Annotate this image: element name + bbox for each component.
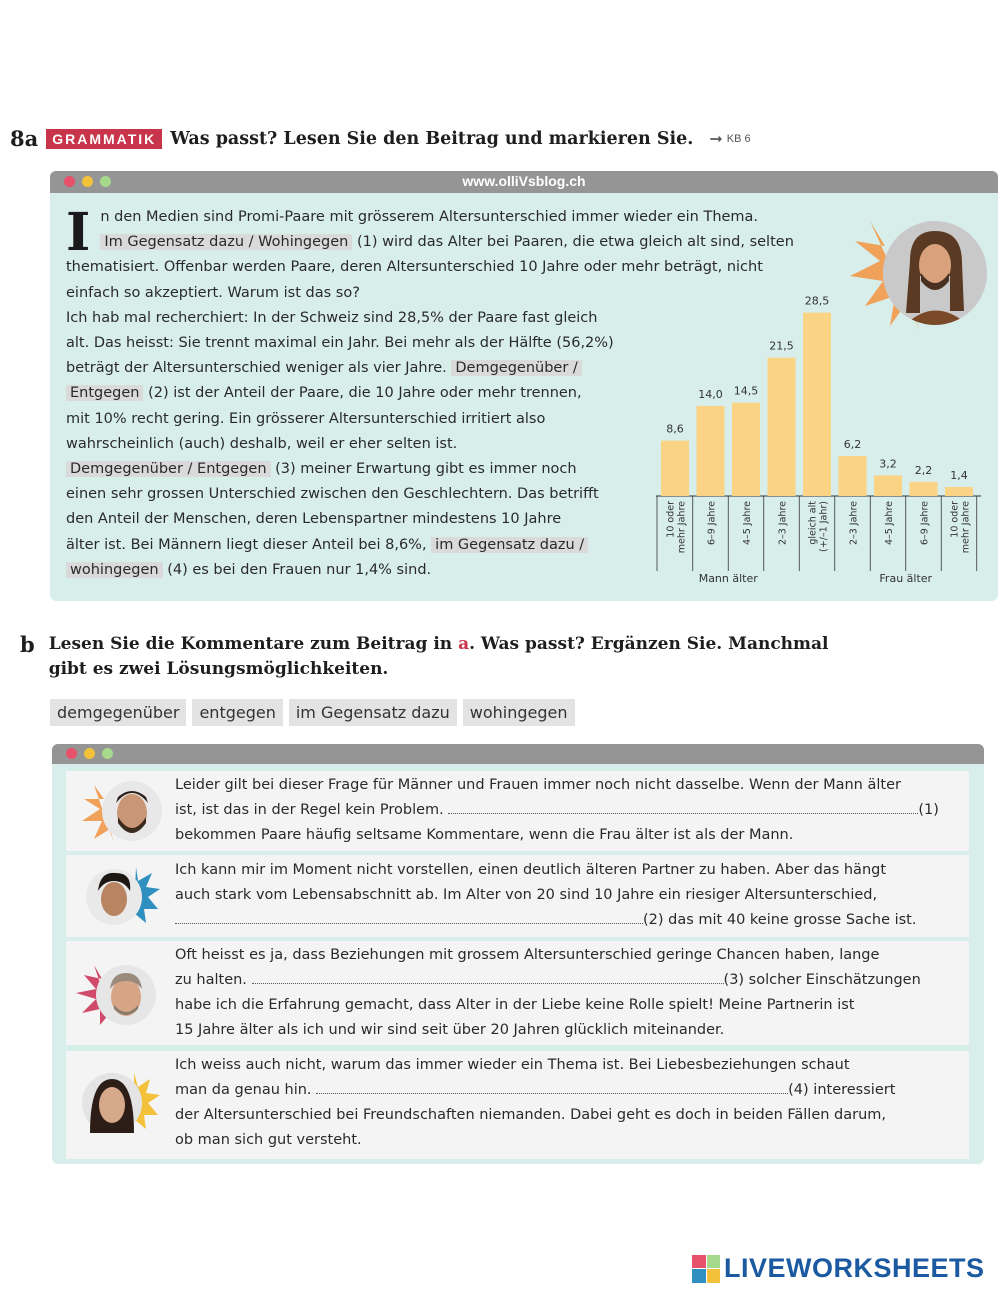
word-chip[interactable]: demgegenüber (50, 699, 186, 726)
article-line: Im Gegensatz dazu / Wohingegen (1) wird das Alter bei Paaren, die etwa gleich alt sind, selten (66, 230, 846, 255)
comment-text: Ich weiss auch nicht, warum das immer wieder ein Thema ist. Bei Liebesbeziehungen schaut man da genau hin. (4) interessiert der Altersunterschied bei Freundschaften niemanden. Dabei geht es doch in beiden Fällen darum, ob man sich gut versteht. (175, 1057, 896, 1148)
choice-4b[interactable]: wohingegen (66, 562, 163, 578)
browser-bar (52, 744, 984, 764)
tick-label: 2–3 Jahre (848, 501, 860, 546)
task-a-header (10, 126, 751, 151)
word-chip[interactable]: im Gegensatz dazu (289, 699, 457, 726)
comment-card (66, 855, 969, 937)
article-line: mit 10% recht gering. Ein grösserer Altersunterschied irritiert also (66, 410, 546, 427)
data-label: 14,5 (733, 384, 759, 398)
comments-window (52, 744, 984, 1164)
tick-label: mehr Jahre (960, 501, 972, 554)
choice-2a[interactable]: Demgegenüber / (451, 360, 581, 376)
maximize-dot-icon (102, 748, 113, 759)
task-title: Was passt? Lesen Sie den Beitrag und markieren Sie. (170, 128, 694, 149)
window-controls (66, 748, 113, 759)
tick-label: 10 oder (949, 501, 961, 538)
word-bank (50, 699, 575, 726)
tick-label: 6–9 Jahre (706, 501, 718, 546)
watermark-text: LIVEWORKSHEETS (724, 1253, 985, 1283)
article-line: wohingegen (4) es bei den Frauen nur 1,4% sind. (66, 558, 666, 583)
article-line: älter ist. Bei Männern liegt dieser Anteil bei 8,6%, im Gegensatz dazu / (66, 533, 666, 558)
task-b-header (20, 632, 849, 682)
dropcap: I (66, 202, 91, 263)
bar (839, 456, 867, 496)
bar (803, 313, 831, 496)
article-line: einen sehr grossen Unterschied zwischen den Geschlechtern. Das betrifft (66, 486, 599, 503)
avatar-older-man (74, 959, 160, 1029)
task-number: b (20, 632, 35, 657)
kb-reference-label: KB 6 (726, 132, 751, 145)
data-label: 1,4 (950, 468, 968, 482)
article-line: thematisiert. Offenbar werden Paare, deren Altersunterschied 10 Jahre oder mehr beträgt, nicht (66, 259, 763, 276)
article-line: n den Medien sind Promi-Paare mit grösserem Altersunterschied immer wieder ein Thema. (100, 209, 759, 225)
data-label: 28,5 (804, 294, 830, 308)
article-line: einfach so akzeptiert. Warum ist das so? (66, 284, 360, 301)
category-label (742, 501, 753, 545)
tick-label: 6–9 Jahre (919, 501, 931, 546)
liveworksheets-watermark (692, 1253, 985, 1284)
bar (768, 358, 796, 496)
tick-label: (+/–1 Jahr) (818, 501, 830, 552)
arrow-right-icon: ➞ (709, 130, 723, 148)
kb-reference (709, 129, 750, 149)
blank-1[interactable] (448, 800, 918, 814)
blog-url: www.olliVsblog.ch (462, 173, 586, 189)
group-label-mann: Mann älter (698, 572, 758, 584)
article-line: Ich hab mal recherchiert: In der Schweiz sind 28,5% der Paare fast gleich (66, 309, 598, 326)
bar (661, 441, 689, 496)
minimize-dot-icon (84, 748, 95, 759)
choice-3[interactable]: Demgegenüber / Entgegen (66, 461, 271, 477)
choice-2b[interactable]: Entgegen (66, 385, 143, 401)
grammar-badge: GRAMMATIK (46, 129, 162, 149)
data-label: 8,6 (666, 422, 684, 436)
close-dot-icon (66, 748, 77, 759)
comment-card (66, 941, 969, 1045)
category-label (950, 501, 972, 553)
word-chip[interactable]: wohingegen (463, 699, 575, 726)
comment-text: Ich kann mir im Moment nicht vorstellen, einen deutlich älteren Partner zu haben. Aber das hängt auch stark vom Lebensabschnitt ab. Im Alter von 20 sind 10 Jahre ein riesiger Altersunterschied, (2) das mit 40 keine grosse Sache ist. (175, 862, 917, 928)
bar (945, 487, 973, 496)
comment-text: Leider gilt bei dieser Frage für Männer und Frauen immer noch nicht dasselbe. Wenn der Mann älter ist, ist das in der Regel kein Problem. (1) bekommen Paare häufig seltsame Kommentare, wenn die Frau älter ist als der Mann. (175, 777, 939, 843)
group-label-frau: Frau älter (879, 572, 933, 584)
data-label: 21,5 (769, 339, 794, 353)
age-difference-chart (656, 289, 986, 584)
blank-3[interactable] (252, 970, 724, 984)
tick-label: 10 oder (665, 501, 677, 538)
category-label (666, 501, 688, 553)
article-line: den Anteil der Menschen, deren Lebenspartner mindestens 10 Jahre (66, 511, 562, 528)
article-line: beträgt der Altersunterschied weniger als vier Jahre. Demgegenüber / (66, 356, 666, 381)
data-label: 2,2 (914, 463, 933, 477)
article-line: alt. Das heisst: Sie trennt maximal ein Jahr. Bei mehr als der Hälfte (56,2%) (66, 335, 614, 352)
comment-card (66, 1051, 969, 1159)
blank-4[interactable] (316, 1080, 788, 1094)
data-label: 6,2 (843, 438, 862, 452)
bar (910, 482, 938, 496)
comment-card (66, 771, 969, 851)
browser-bar (50, 171, 998, 193)
data-label: 14,0 (698, 387, 723, 401)
tick-label: 4–5 Jahre (742, 501, 753, 546)
task-number: 8a (10, 126, 39, 151)
article-line: Entgegen (2) ist der Anteil der Paare, die 10 Jahre oder mehr trennen, (66, 381, 666, 406)
category-label (707, 501, 718, 545)
blank-2[interactable] (175, 910, 643, 924)
bar (697, 406, 725, 496)
choice-4a[interactable]: im Gegensatz dazu / (431, 537, 588, 553)
category-label (920, 501, 931, 545)
blog-window (50, 171, 998, 601)
category-label (849, 501, 860, 545)
choice-1[interactable]: Im Gegensatz dazu / Wohingegen (100, 234, 352, 250)
data-label: 3,2 (879, 457, 897, 471)
avatar-man-beard (80, 777, 162, 845)
avatar-young-man (76, 863, 162, 929)
category-label (778, 501, 789, 545)
article-line: wahrscheinlich (auch) deshalb, weil er eher selten ist. (66, 435, 458, 452)
tick-label: gleich alt (807, 501, 819, 545)
category-label (884, 501, 895, 545)
liveworksheets-logo-icon (692, 1255, 720, 1283)
word-chip[interactable]: entgegen (192, 699, 282, 726)
bar (732, 403, 760, 496)
article-line: Demgegenüber / Entgegen (3) meiner Erwartung gibt es immer noch (66, 457, 666, 482)
tick-label: 2–3 Jahre (777, 501, 789, 546)
bar (874, 475, 902, 496)
avatar-woman (76, 1067, 162, 1137)
tick-label: 4–5 Jahre (884, 501, 895, 546)
category-label (808, 501, 830, 552)
comment-text: Oft heisst es ja, dass Beziehungen mit grossem Altersunterschied geringe Chancen haben, lange zu halten. (3) solcher Einschätzungen habe ich die Erfahrung gemacht, dass Alter in der Liebe keine Rolle spielt! Meine Partnerin ist 15 Jahre älter als ich und wir sind seit über 20 Jahren glücklich miteinander. (175, 947, 921, 1038)
tick-label: mehr Jahre (676, 501, 688, 554)
task-title: Lesen Sie die Kommentare zum Beitrag in a. Was passt? Ergänzen Sie. Manchmal gibt es zwei Lösungsmöglichkeiten. (48, 634, 829, 679)
